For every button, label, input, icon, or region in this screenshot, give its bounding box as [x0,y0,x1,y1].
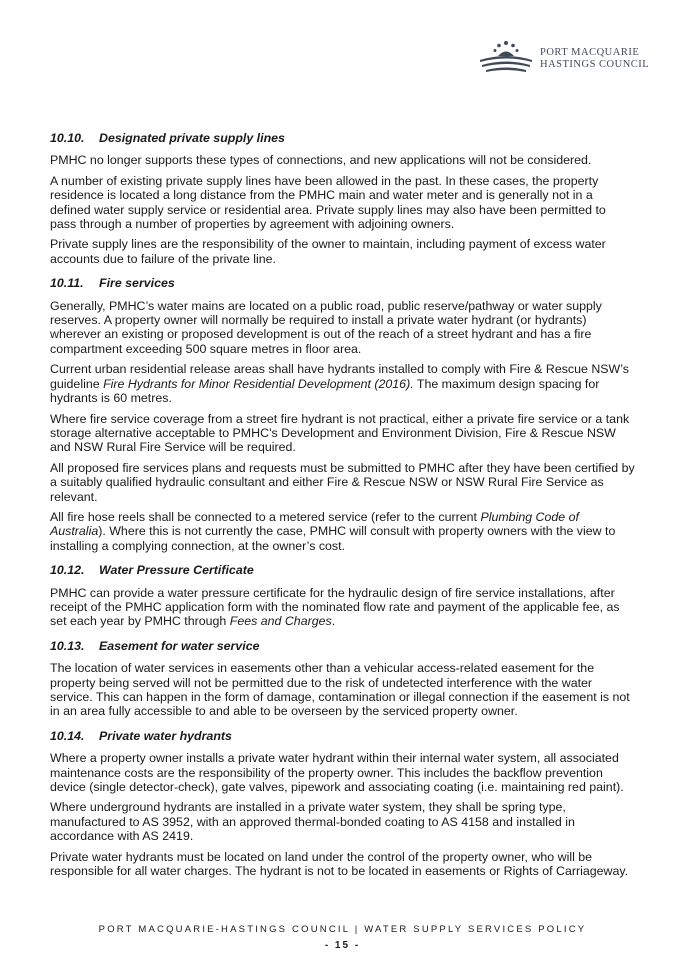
paragraph: Where a property owner installs a private water hydrant within their internal water system, all associated maintenance costs are the responsibility of the property owner. This includes the backflow prevention device (single detector-check), gate valves, pipework and associating coating (i.e. maintaining red paint). [50,751,624,795]
section-10-12 [50,563,635,629]
fees-title: Fees and Charges [229,614,332,629]
section-title: Fire services [99,276,175,291]
section-10-10 [50,131,635,266]
paragraph: All proposed fire services plans and requests must be submitted to PMHC after they have been certified by a suitably qualified hydraulic consultant and either Fire & Rescue NSW or NSW Rural Fire Service as relevant. [50,460,635,504]
section-10-14 [50,729,635,879]
section-heading [50,276,635,290]
council-logo [478,40,648,78]
paragraph: Where fire service coverage from a street fire hydrant is not practical, either a private fire service or a tank storage alternative acceptable to PMHC’s Development and Environment Division, Fire & Rescue NSW and NSW Rural Fire Service will be required. [50,411,630,455]
section-title: Private water hydrants [99,728,232,743]
paragraph-text: PMHC can provide a water pressure certificate for the hydraulic design of fire service installations, after receipt of the PMHC application form with the nominated flow rate and payment of the applicable fee, as set each year by PMHC through [50,585,620,629]
section-10-13 [50,639,635,719]
section-heading [50,639,635,653]
paragraph: Where underground hydrants are installed in a private water system, they shall be spring type, manufactured to AS 3952, with an approved thermal-bonded coating to AS 4158 and installed in accordance with AS 2419. [50,800,575,844]
section-heading [50,729,635,743]
section-title: Water Pressure Certificate [99,563,254,578]
paragraph: Private supply lines are the responsibility of the owner to maintain, including payment of excess water accounts due to failure of the private line. [50,237,606,266]
section-heading [50,563,635,577]
paragraph [50,362,635,405]
council-name-line1: PORT MACQUARIE [540,47,640,58]
paragraph: Private water hydrants must be located on land under the control of the property owner, who will be responsible for all water charges. The hydrant is not to be located in easements or Rights of Carriageway. [50,849,629,879]
section-number: 10.14. [50,728,85,743]
section-number: 10.10. [50,131,85,145]
section-heading [50,131,635,145]
section-number: 10.13. [50,638,85,653]
council-name-line2: HASTINGS COUNCIL [540,58,650,70]
council-name [540,47,649,70]
paragraph-text: All fire hose reels shall be connected to a metered service (refer to the current [50,509,481,524]
paragraph-text: . [331,614,336,629]
paragraph [50,510,635,553]
section-title: Easement for water service [99,638,260,653]
paragraph-text: Current urban residential release areas shall have hydrants installed to comply with Fire & Rescue NSW’s guideline [50,362,629,391]
paragraph: PMHC no longer supports these types of connections, and new applications will not be considered. [50,153,592,168]
section-number: 10.11. [50,276,84,291]
paragraph: The location of water services in easements other than a vehicular access-related easement for the property being served will not be permitted due to the risk of undetected interference with the water service. This can happen in the form of damage, contamination or illegal connection if the easement is not in an area fully accessible to and able to be overseen by the serviced property owner. [50,661,630,719]
paragraph [50,586,635,629]
section-10-11 [50,276,635,553]
council-emblem-icon [478,40,534,76]
document-body [50,131,635,884]
section-number: 10.12. [50,563,85,578]
section-title: Designated private supply lines [99,131,285,145]
paragraph-text: ). Where this is not currently the case, PMHC will consult with property owners with the view to installing a complying connection, at the owner’s cost. [50,524,616,553]
page-number: - 15 - [324,940,361,951]
page-footer: PORT MACQUARIE-HASTINGS COUNCIL | WATER SUPPLY SERVICES POLICY [98,924,587,935]
paragraph: Generally, PMHC’s water mains are located on a public road, public reserve/pathway or water supply reserves. A property owner will normally be required to install a private water hydrant (or hydrants) wherever an existing or proposed development is out of the reach of a street hydrant and has a fire compartment exceeding 500 square metres in floor area. [50,298,602,356]
code-title: Plumbing Code of Australia [50,509,579,539]
paragraph-text: The maximum design spacing for hydrants is 60 metres. [50,376,600,406]
guideline-title: Fire Hydrants for Minor Residential Development (2016). [103,376,414,391]
paragraph: A number of existing private supply lines have been allowed in the past. In these cases, the property residence is located a long distance from the PMHC main and water meter and is generally not in a defined water supply service or residential area. Private supply lines may also have been permitted to pass through a number of properties by agreement with adjoining owners. [50,173,606,232]
